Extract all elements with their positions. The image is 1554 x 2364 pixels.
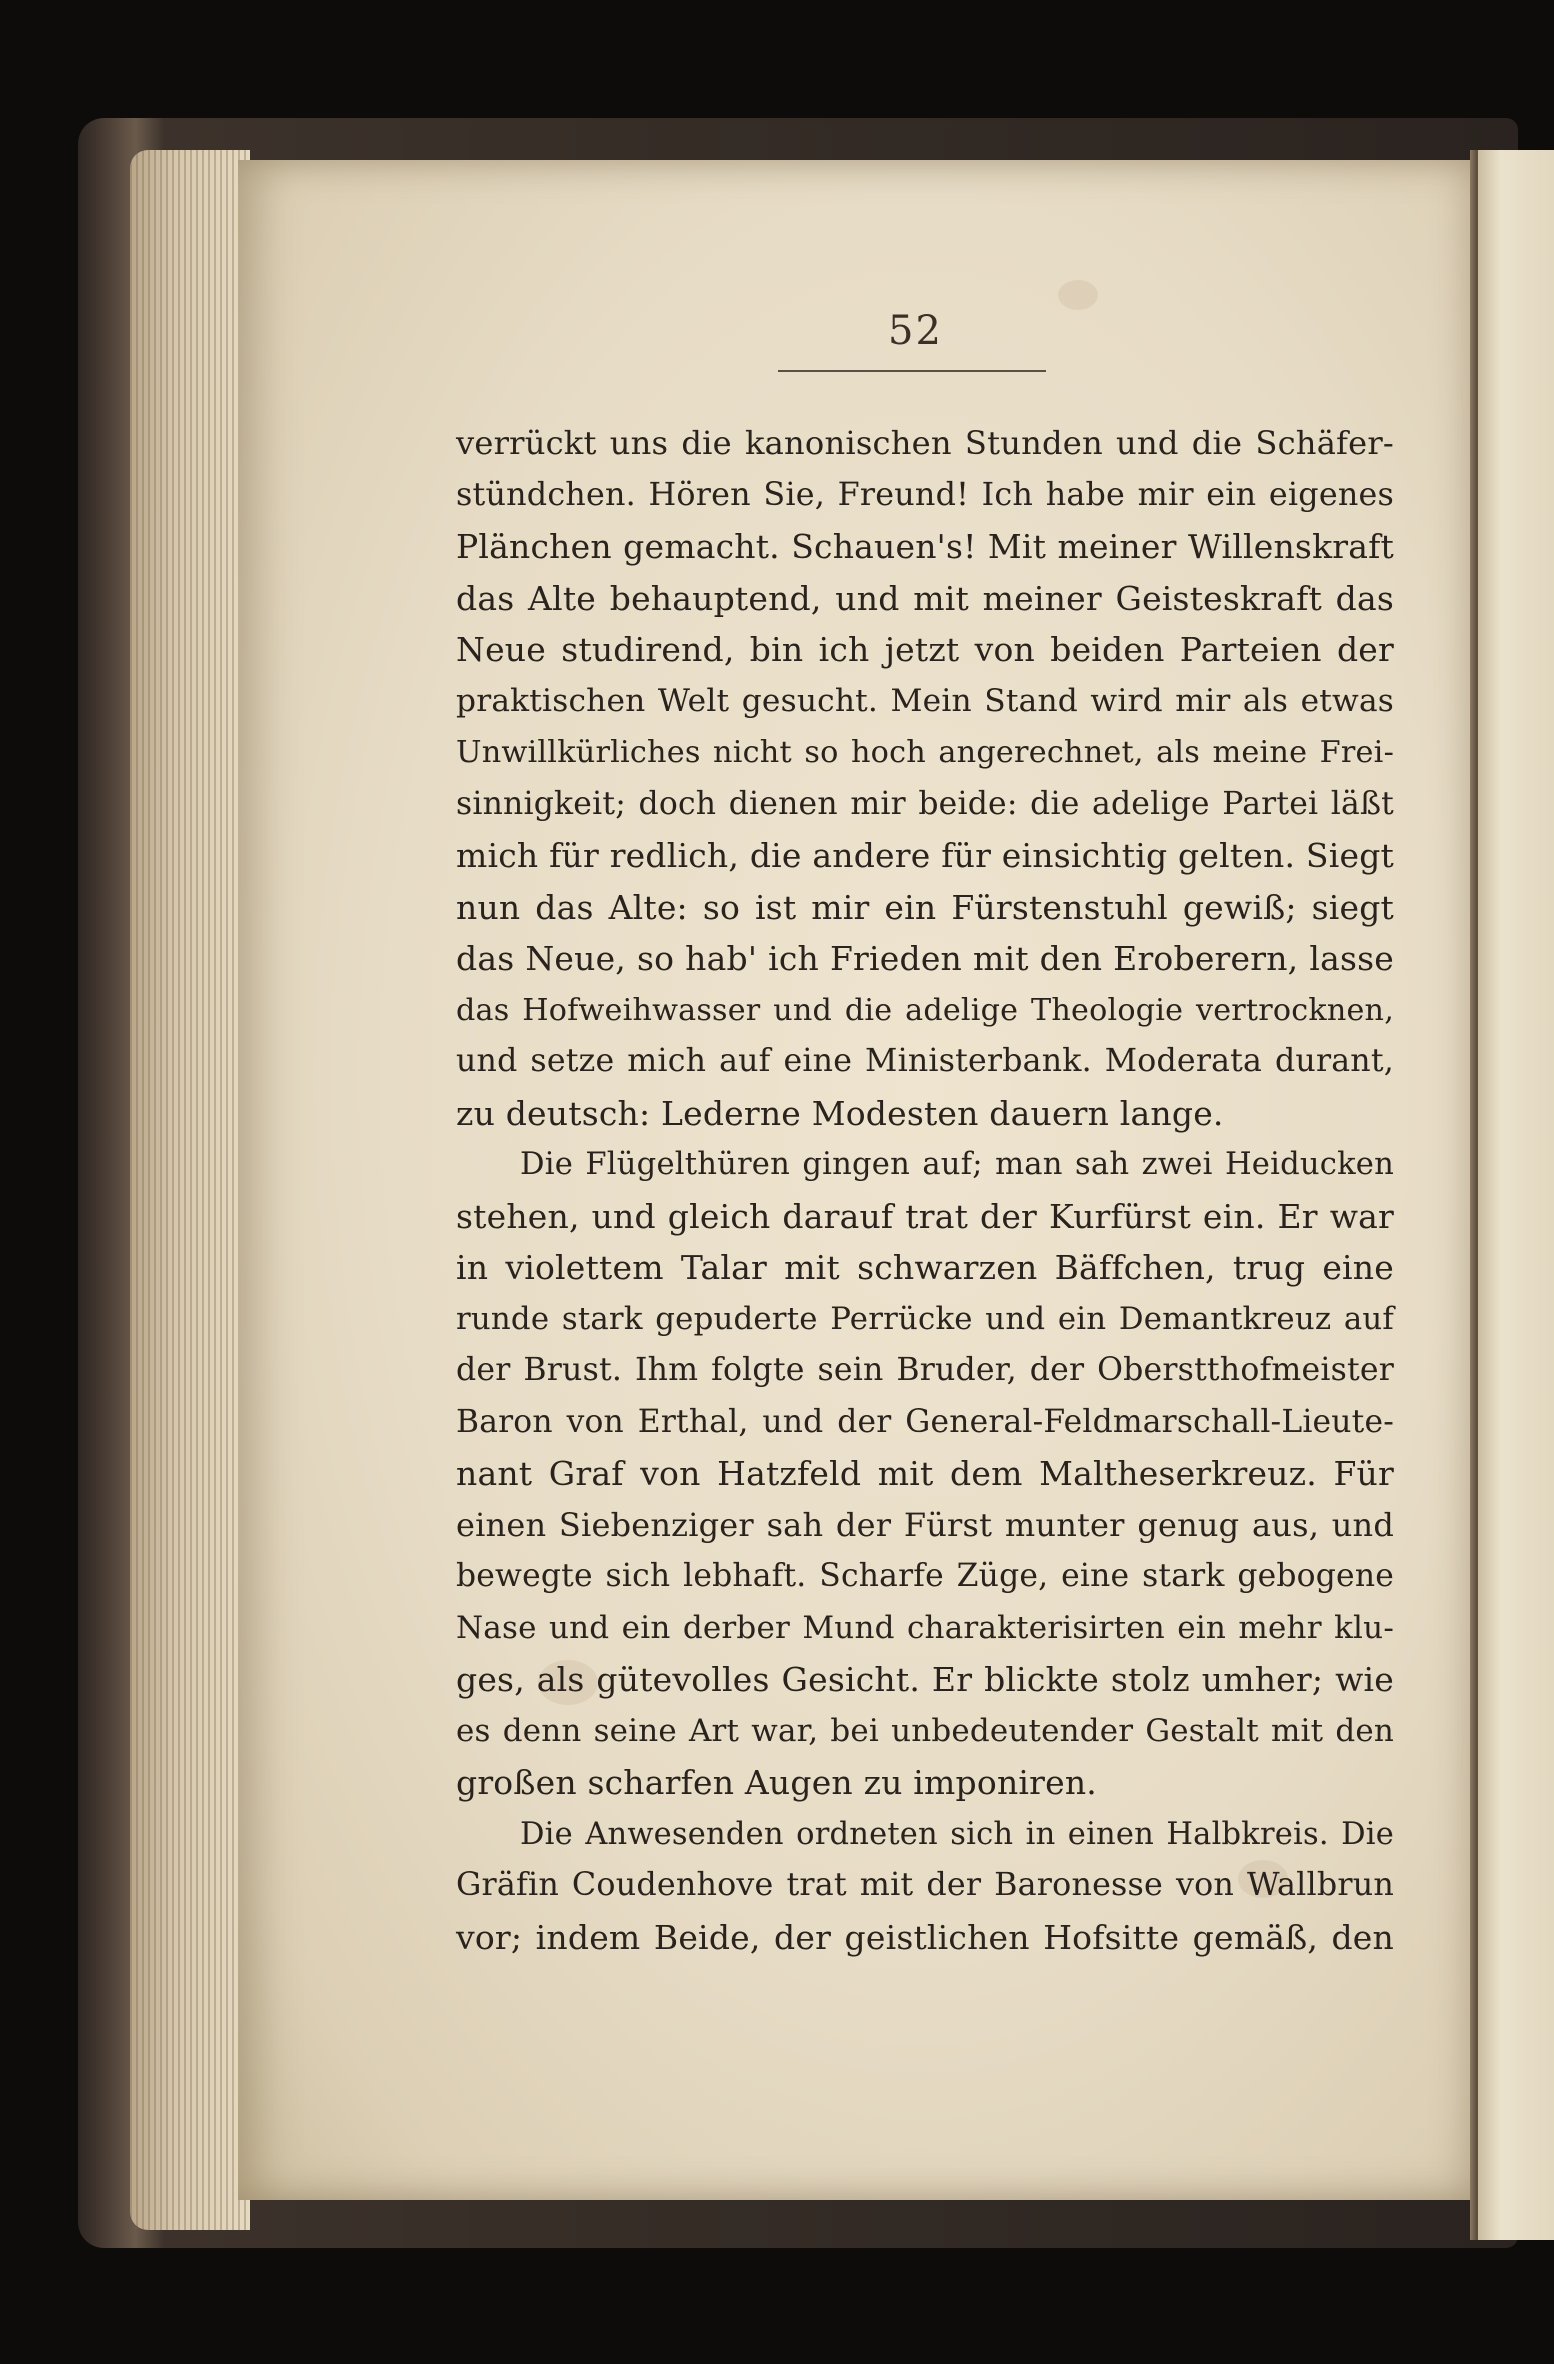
body-text — [456, 418, 1394, 1963]
text-line: Die Flügelthüren gingen auf; man sah zwei Heiducken — [520, 1147, 1394, 1182]
text-line: bewegte sich lebhaft. Scharfe Züge, eine stark gebogene — [456, 1558, 1394, 1594]
header-rule — [778, 370, 1046, 372]
text-line: großen scharfen Augen zu imponiren. — [456, 1763, 1097, 1802]
paper-stain — [1058, 280, 1098, 310]
facing-page-sliver — [1478, 150, 1554, 2240]
text-line: stündchen. Hören Sie, Freund! Ich habe mir ein eigenes — [456, 476, 1394, 513]
text-line: vor; indem Beide, der geistlichen Hofsitte gemäß, den — [456, 1917, 1394, 1957]
text-line: der Brust. Ihm folgte sein Bruder, der Oberstthofmeister — [456, 1352, 1394, 1388]
text-line: in violettem Talar mit schwarzen Bäffchen, trug eine — [456, 1248, 1394, 1287]
text-line: praktischen Welt gesucht. Mein Stand wird mir als etwas — [456, 682, 1394, 719]
text-line: Die Anwesenden ordneten sich in einen Halbkreis. Die — [520, 1816, 1394, 1852]
text-line: das Hofweihwasser und die adelige Theologie vertrocknen, — [456, 992, 1394, 1028]
text-line: Neue studirend, bin ich jetzt von beiden Parteien der — [456, 630, 1394, 669]
text-line: Plänchen gemacht. Schauen's! Mit meiner Willenskraft — [456, 527, 1394, 566]
text-line: einen Siebenziger sah der Fürst munter genug aus, und — [456, 1505, 1394, 1544]
text-line: mich für redlich, die andere für einsichtig gelten. Siegt — [456, 836, 1394, 875]
text-line: Baron von Erthal, und der General-Feldmarschall-Lieute- — [456, 1403, 1394, 1440]
text-line: sinnigkeit; doch dienen mir beide: die adelige Partei läßt — [456, 785, 1394, 822]
text-line: Gräfin Coudenhove trat mit der Baronesse von Wallbrun — [456, 1867, 1394, 1903]
page-block-edges — [130, 150, 250, 2230]
page-number: 52 — [888, 308, 943, 354]
text-line: das Alte behauptend, und mit meiner Geisteskraft das — [456, 578, 1394, 618]
text-line: und setze mich auf eine Ministerbank. Moderata durant, — [456, 1043, 1394, 1079]
text-line: zu deutsch: Lederne Modesten dauern lange. — [456, 1093, 1224, 1133]
text-line: nant Graf von Hatzfeld mit dem Maltheserkreuz. Für — [456, 1454, 1394, 1493]
text-line: nun das Alte: so ist mir ein Fürstenstuhl gewiß; siegt — [456, 887, 1394, 927]
text-line: ges, als gütevolles Gesicht. Er blickte stolz umher; wie — [456, 1660, 1394, 1699]
text-line: Nase und ein derber Mund charakterisirten ein mehr klu- — [456, 1609, 1394, 1646]
text-line: Unwillkürliches nicht so hoch angerechnet, als meine Frei- — [456, 735, 1394, 770]
text-line: das Neue, so hab' ich Frieden mit den Eroberern, lasse — [456, 939, 1394, 978]
text-line: es denn seine Art war, bei unbedeutender Gestalt mit den — [456, 1712, 1394, 1749]
text-line: runde stark gepuderte Perrücke und ein Demantkreuz auf — [456, 1300, 1394, 1337]
text-line: stehen, und gleich darauf trat der Kurfürst ein. Er war — [456, 1196, 1394, 1236]
text-line: verrückt uns die kanonischen Stunden und die Schäfer- — [456, 424, 1394, 462]
